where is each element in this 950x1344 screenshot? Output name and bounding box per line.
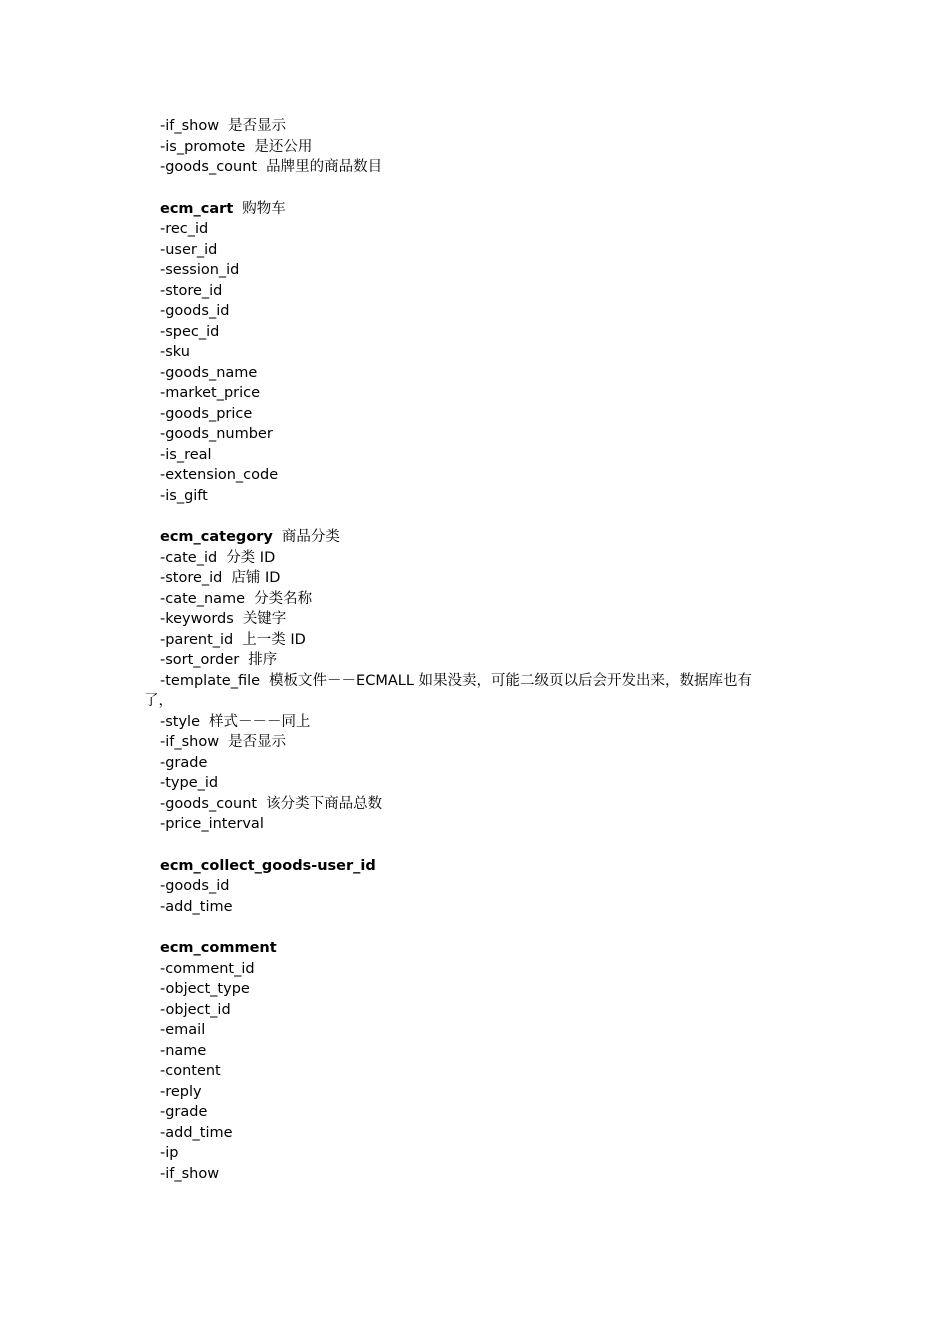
field-line xyxy=(160,486,820,507)
field-name: -add_time xyxy=(160,898,233,915)
field-name: -extension_code xyxy=(160,467,279,483)
field-line xyxy=(160,465,820,486)
field-line xyxy=(160,1000,820,1021)
field-description: 店铺 ID xyxy=(231,570,281,586)
table-section xyxy=(160,938,820,1184)
field-name: -keywords xyxy=(160,611,234,627)
field-name: -goods_number xyxy=(160,426,273,442)
field-line xyxy=(160,630,820,651)
field-name: -is_real xyxy=(160,446,212,463)
field-name: -goods_count xyxy=(160,159,258,175)
table-name: ecm_comment xyxy=(160,940,277,956)
table-name: ecm_category xyxy=(160,529,273,545)
field-name: -cate_id xyxy=(160,549,218,566)
field-line xyxy=(160,342,820,363)
field-line xyxy=(160,404,820,425)
field-line xyxy=(160,897,820,918)
field-description: 样式－－－同上 xyxy=(209,713,311,730)
field-line xyxy=(160,1020,820,1041)
field-description: 是还公用 xyxy=(254,138,313,155)
field-line xyxy=(160,1143,820,1164)
field-description: 分类 ID xyxy=(226,549,276,566)
field-line xyxy=(160,712,820,733)
field-name: -sku xyxy=(160,344,190,360)
field-name: -goods_id xyxy=(160,878,230,894)
field-name: -ip xyxy=(160,1145,179,1161)
field-name: -name xyxy=(160,1042,207,1059)
field-line xyxy=(160,424,820,445)
field-name: -if_show xyxy=(160,118,220,134)
field-line xyxy=(160,609,820,630)
field-name: -store_id xyxy=(160,570,223,586)
field-name: -type_id xyxy=(160,775,219,791)
table-heading xyxy=(160,199,820,220)
intro-field-list xyxy=(160,116,820,178)
field-line xyxy=(160,959,820,980)
field-line xyxy=(160,1041,820,1062)
field-name: -add_time xyxy=(160,1124,233,1141)
field-line xyxy=(160,383,820,404)
field-line xyxy=(160,753,820,774)
table-heading xyxy=(160,856,820,877)
field-description: 分类名称 xyxy=(254,590,313,607)
field-line xyxy=(160,1082,820,1103)
field-line xyxy=(160,240,820,261)
field-line xyxy=(160,1102,820,1123)
field-name: -is_gift xyxy=(160,487,208,504)
field-line xyxy=(160,445,820,466)
table-name: ecm_cart xyxy=(160,200,234,217)
table-description: 购物车 xyxy=(242,200,286,217)
field-name: -sort_order xyxy=(160,652,240,668)
field-line xyxy=(160,157,820,178)
field-line xyxy=(160,1123,820,1144)
field-line xyxy=(160,814,820,835)
field-name: -goods_name xyxy=(160,364,258,381)
table-section xyxy=(160,856,820,918)
field-line xyxy=(160,322,820,343)
field-description: 品牌里的商品数目 xyxy=(266,159,383,175)
field-line xyxy=(160,137,820,158)
field-name: -grade xyxy=(160,1104,208,1120)
section-gap xyxy=(160,178,820,199)
table-name: ecm_collect_goods-user_id xyxy=(160,857,376,874)
field-line xyxy=(160,979,820,1000)
field-name: -goods_price xyxy=(160,405,253,422)
section-gap xyxy=(160,506,820,527)
field-line xyxy=(160,794,820,815)
field-line xyxy=(160,773,820,794)
field-description: 该分类下商品总数 xyxy=(266,795,383,812)
field-line xyxy=(160,363,820,384)
field-line xyxy=(160,568,820,589)
field-line xyxy=(160,1164,820,1185)
field-name: -comment_id xyxy=(160,960,255,977)
field-name: -spec_id xyxy=(160,323,220,340)
field-name: -price_interval xyxy=(160,816,264,832)
field-name: -if_show xyxy=(160,734,220,750)
field-name: -object_id xyxy=(160,1001,231,1018)
field-name: -market_price xyxy=(160,385,261,401)
field-description: 模板文件－－ECMALL 如果没卖，可能二级页以后会开发出来，数据库也有 xyxy=(269,672,753,689)
field-description-continuation: 了， xyxy=(144,693,173,709)
field-name: -content xyxy=(160,1063,221,1079)
document-body xyxy=(144,116,820,1184)
field-description: 关键字 xyxy=(242,611,287,627)
field-name: -parent_id xyxy=(160,631,234,648)
field-description: 排序 xyxy=(248,652,278,668)
field-name: -if_show xyxy=(160,1165,220,1182)
table-heading xyxy=(160,527,820,548)
field-line xyxy=(160,281,820,302)
table-section xyxy=(160,199,820,507)
field-name: -goods_count xyxy=(160,795,258,812)
field-line xyxy=(160,589,820,610)
section-gap xyxy=(160,917,820,938)
field-line xyxy=(160,876,820,897)
field-description: 是否显示 xyxy=(228,734,287,750)
field-name: -reply xyxy=(160,1083,202,1100)
field-name: -cate_name xyxy=(160,590,246,607)
field-name: -object_type xyxy=(160,981,250,997)
field-line xyxy=(160,301,820,322)
field-line xyxy=(160,219,820,240)
field-name: -store_id xyxy=(160,282,223,299)
field-description: 上一类 ID xyxy=(242,631,306,648)
field-name: -session_id xyxy=(160,262,240,278)
field-line xyxy=(160,548,820,569)
table-heading xyxy=(160,938,820,959)
field-line xyxy=(160,116,820,137)
field-name: -user_id xyxy=(160,241,218,258)
field-name: -email xyxy=(160,1022,206,1038)
table-section xyxy=(144,527,820,835)
field-line xyxy=(160,260,820,281)
field-name: -grade xyxy=(160,754,208,771)
field-line xyxy=(160,1061,820,1082)
field-name: -style xyxy=(160,713,201,730)
field-line xyxy=(160,671,820,692)
table-description: 商品分类 xyxy=(281,529,340,545)
field-name: -is_promote xyxy=(160,138,246,155)
section-gap xyxy=(160,835,820,856)
field-line xyxy=(160,650,820,671)
field-line xyxy=(160,732,820,753)
field-name: -template_file xyxy=(160,672,261,689)
field-name: -goods_id xyxy=(160,303,230,319)
field-description: 是否显示 xyxy=(228,118,287,134)
field-name: -rec_id xyxy=(160,221,209,237)
